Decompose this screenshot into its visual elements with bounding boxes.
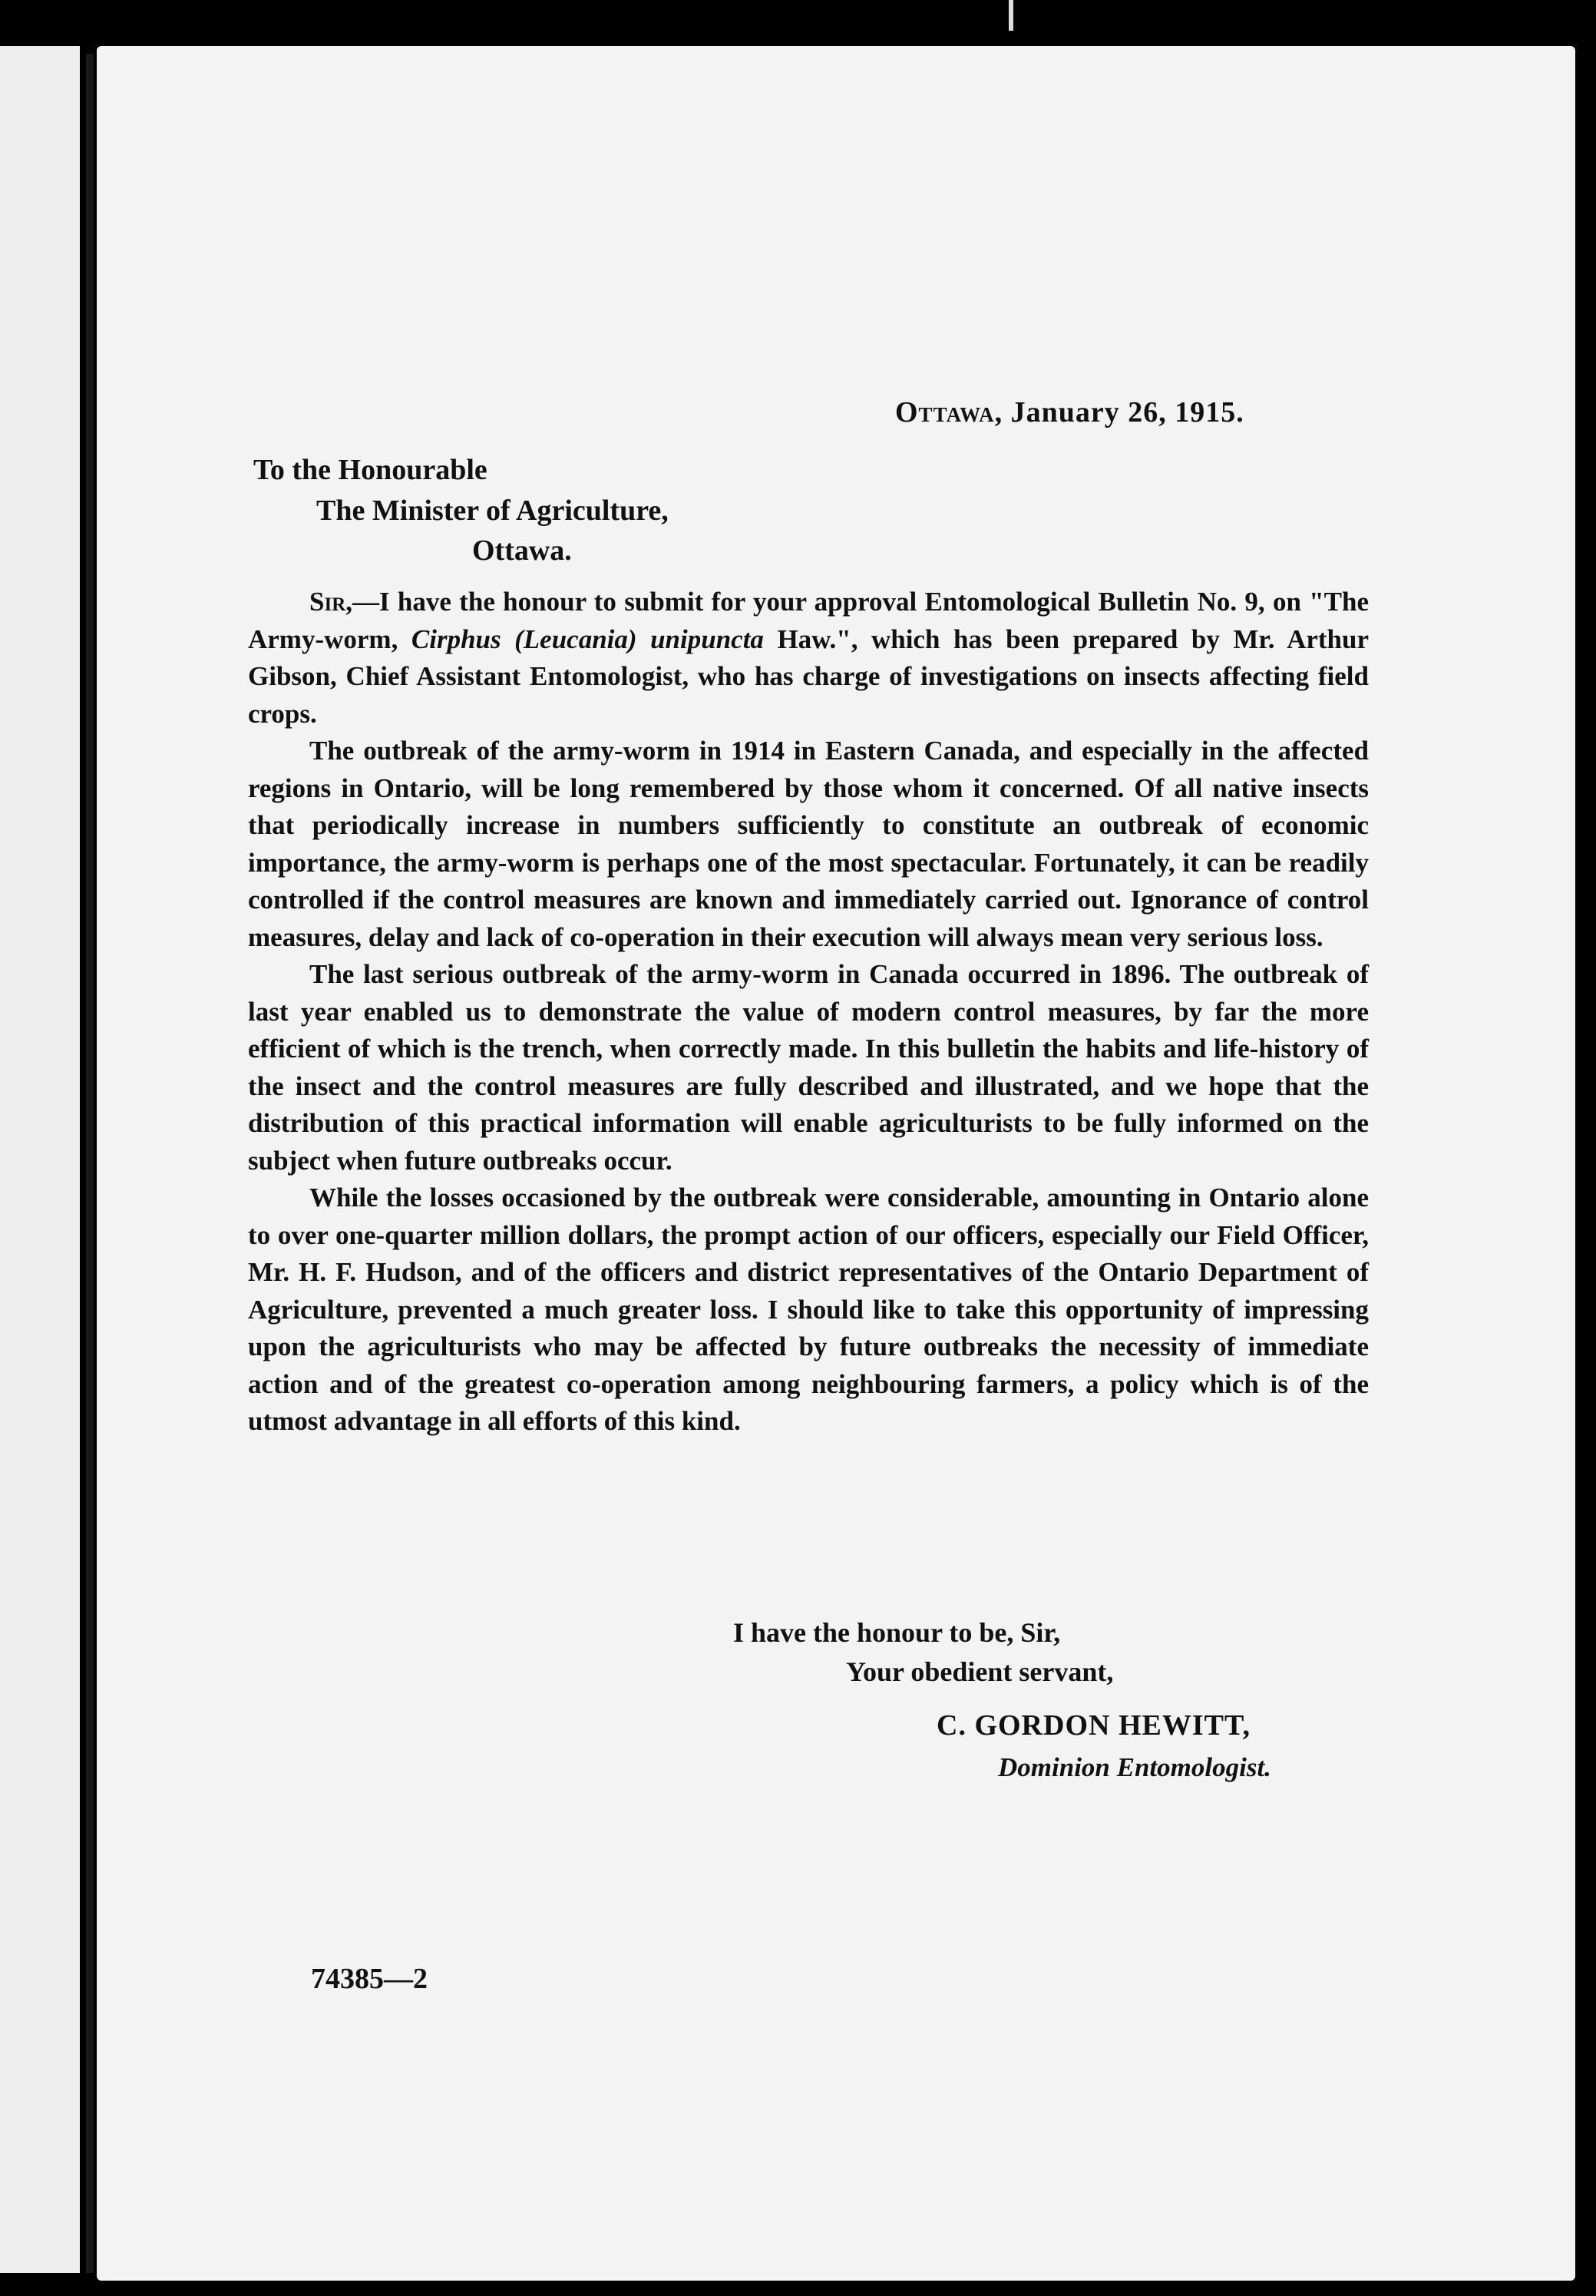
footer-code: 74385—2 (311, 1963, 428, 1995)
paragraph-1 (248, 584, 1369, 733)
closing-line-1: I have the honour to be, Sir, (733, 1617, 1061, 1648)
dateline-date: January 26, 1915. (1010, 396, 1244, 428)
salutation: Sir, (309, 587, 352, 617)
signature-title: Dominion Entomologist. (998, 1752, 1271, 1782)
previous-page-edge (0, 46, 80, 2273)
address-line-1: To the Honourable (253, 454, 487, 486)
paragraph-4: While the losses occasioned by the outbreak were considerable, amounting in Ontario alone to over one-quarter million dollars, the prompt action of our officers, especially our Field Officer, Mr. H. F. Hudson, and of the officers and district representatives of the Ontario Department of Agriculture, prevented a much greater loss. I should like to take this opportunity of impressing upon the agriculturists who may be affected by future outbreaks the necessity of immediate action and of the greatest co-operation among neighbouring farmers, a policy which is of the utmost advantage in all efforts of this kind. (248, 1183, 1369, 1436)
paragraph-1-text-a: —I have the honour to submit for your approval Entomological Bulletin No. 9, on "The Army-worm, (248, 587, 1369, 654)
signature-name: C. GORDON HEWITT, (937, 1709, 1251, 1742)
paragraph-3: The last serious outbreak of the army-worm in Canada occurred in 1896. The outbreak of last year enabled us to demonstrate the value of modern control measures, by far the more efficient of which is the trench, when correctly made. In this bulletin the habits and life-history of the insect and the control measures are fully described and illustrated, and we hope that the distribution of this practical information will enable agriculturists to be fully informed on the subject when future outbreaks occur. (248, 959, 1369, 1176)
top-marker (1009, 0, 1013, 31)
address-line-3: Ottawa. (472, 534, 572, 567)
dateline-place: Ottawa, (895, 396, 1003, 428)
address-line-2: The Minister of Agriculture, (316, 495, 669, 527)
paragraph-2: The outbreak of the army-worm in 1914 in Eastern Canada, and especially in the affected regions in Ontario, will be long remembered by those whom it concerned. Of all native insects that periodically increase in numbers sufficiently to constitute an outbreak of economic importance, the army-worm is perhaps one of the most spectacular. Fortunately, it can be readily controlled if the control measures are known and immediately carried out. Ignorance of control measures, delay and lack of co-operation in their execution will always mean very serious loss. (248, 736, 1369, 952)
dateline (895, 395, 1244, 429)
letter-body (248, 584, 1369, 1441)
binding-line (86, 54, 94, 2273)
species-name: Cirphus (Leucania) unipuncta (411, 624, 764, 654)
closing-line-2: Your obedient servant, (846, 1656, 1114, 1687)
paragraph-1-text-b: Haw.", which has been prepared by Mr. Arthur Gibson, Chief Assistant Entomologist, who has charge of investigations on insects affecting field crops. (248, 624, 1369, 729)
